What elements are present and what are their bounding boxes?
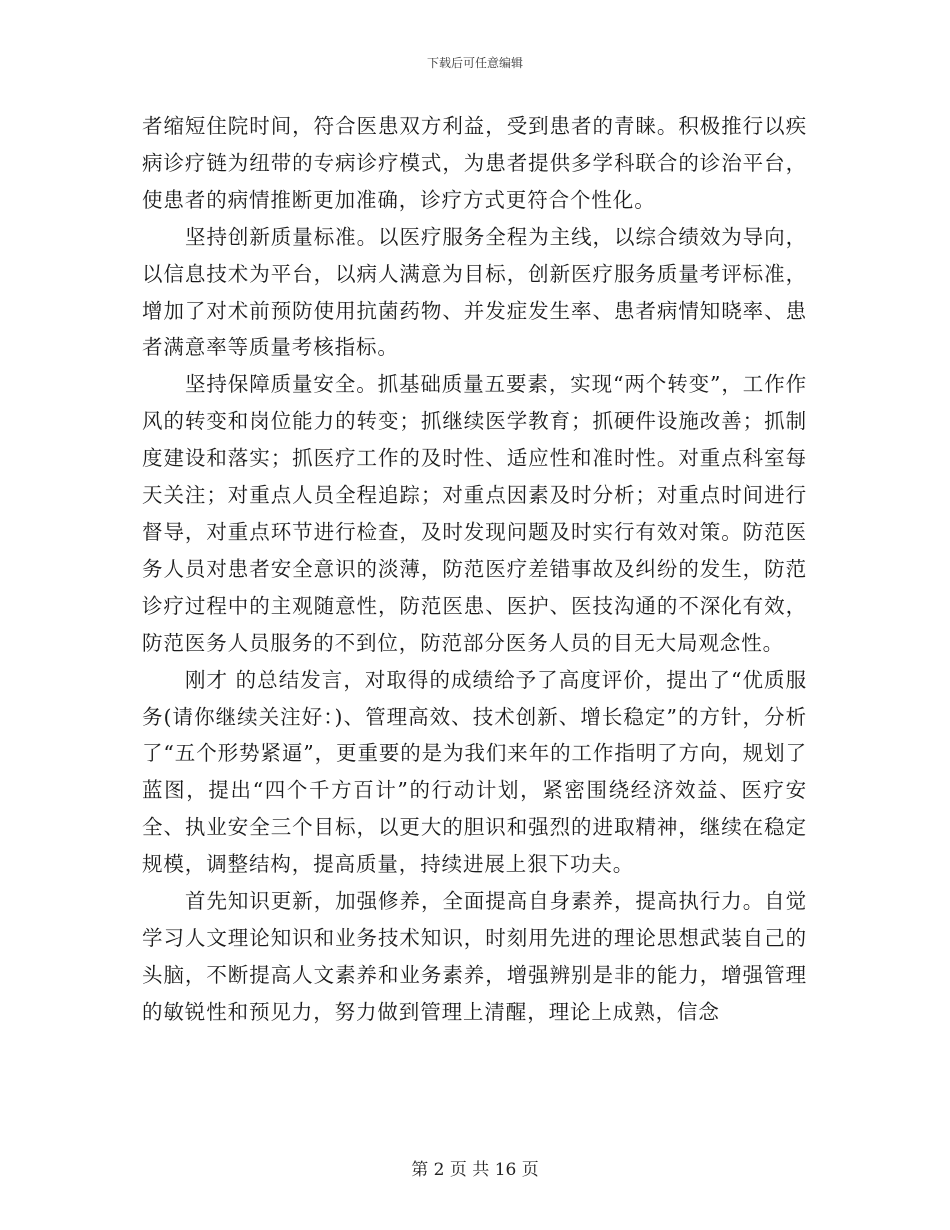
paragraph-summary-speech: 刚才 的总结发言，对取得的成绩给予了高度评价，提出了“优质服务(请你继续关注好：)、管理高效、技术创新、增长稳定”的方针，分析了“五个形势紧逼”，更重要的是为我们来年的工作指明了方向，规划了蓝图，提出“四个千方百计”的行动计划，紧密围绕经济效益、医疗安全、执业安全三个目标，以更大的胆识和强烈的进取精神，继续在稳定规模，调整结构，提高质量，持续进展上狠下功夫。	[142, 667, 807, 877]
paragraph-quality-safety: 坚持保障质量安全。抓基础质量五要素，实现“两个转变”，工作作风的转变和岗位能力的转变；抓继续医学教育；抓硬件设施改善；抓制度建设和落实；抓医疗工作的及时性、适应性和准时性。对重点科室每天关注；对重点人员全程追踪；对重点因素及时分析；对重点时间进行督导，对重点环节进行检查，及时发现问题及时实行有效对策。防范医务人员对患者安全意识的淡薄，防范医疗差错事故及纠纷的发生，防范诊疗过程中的主观随意性，防范医患、医护、医技沟通的不深化有效，防范医务人员服务的不到位，防范部分医务人员的目无大局观念性。	[142, 372, 807, 655]
page-number-footer: 第 2 页 共 16 页	[411, 1160, 539, 1180]
paragraph-continued: 者缩短住院时间，符合医患双方利益，受到患者的青睐。积极推行以疾病诊疗链为纽带的专病诊疗模式，为患者提供多学科联合的诊治平台，使患者的病情推断更加准确，诊疗方式更符合个性化。	[142, 114, 807, 212]
paragraph-knowledge-update: 首先知识更新，加强修养，全面提高自身素养，提高执行力。自觉学习人文理论知识和业务技术知识，时刻用先进的理论思想武装自己的头脑，不断提高人文素养和业务素养，增强辨别是非的能力，增强管理的敏锐性和预见力，努力做到管理上清醒，理论上成熟，信念	[142, 889, 807, 1024]
document-body	[142, 108, 807, 1031]
page-header-note: 下载后可任意编辑	[426, 56, 523, 70]
paragraph-quality-standard: 坚持创新质量标准。以医疗服务全程为主线，以综合绩效为导向，以信息技术为平台，以病人满意为目标，创新医疗服务质量考评标准，增加了对术前预防使用抗菌药物、并发症发生率、患者病情知晓率、患者满意率等质量考核指标。	[142, 224, 807, 360]
